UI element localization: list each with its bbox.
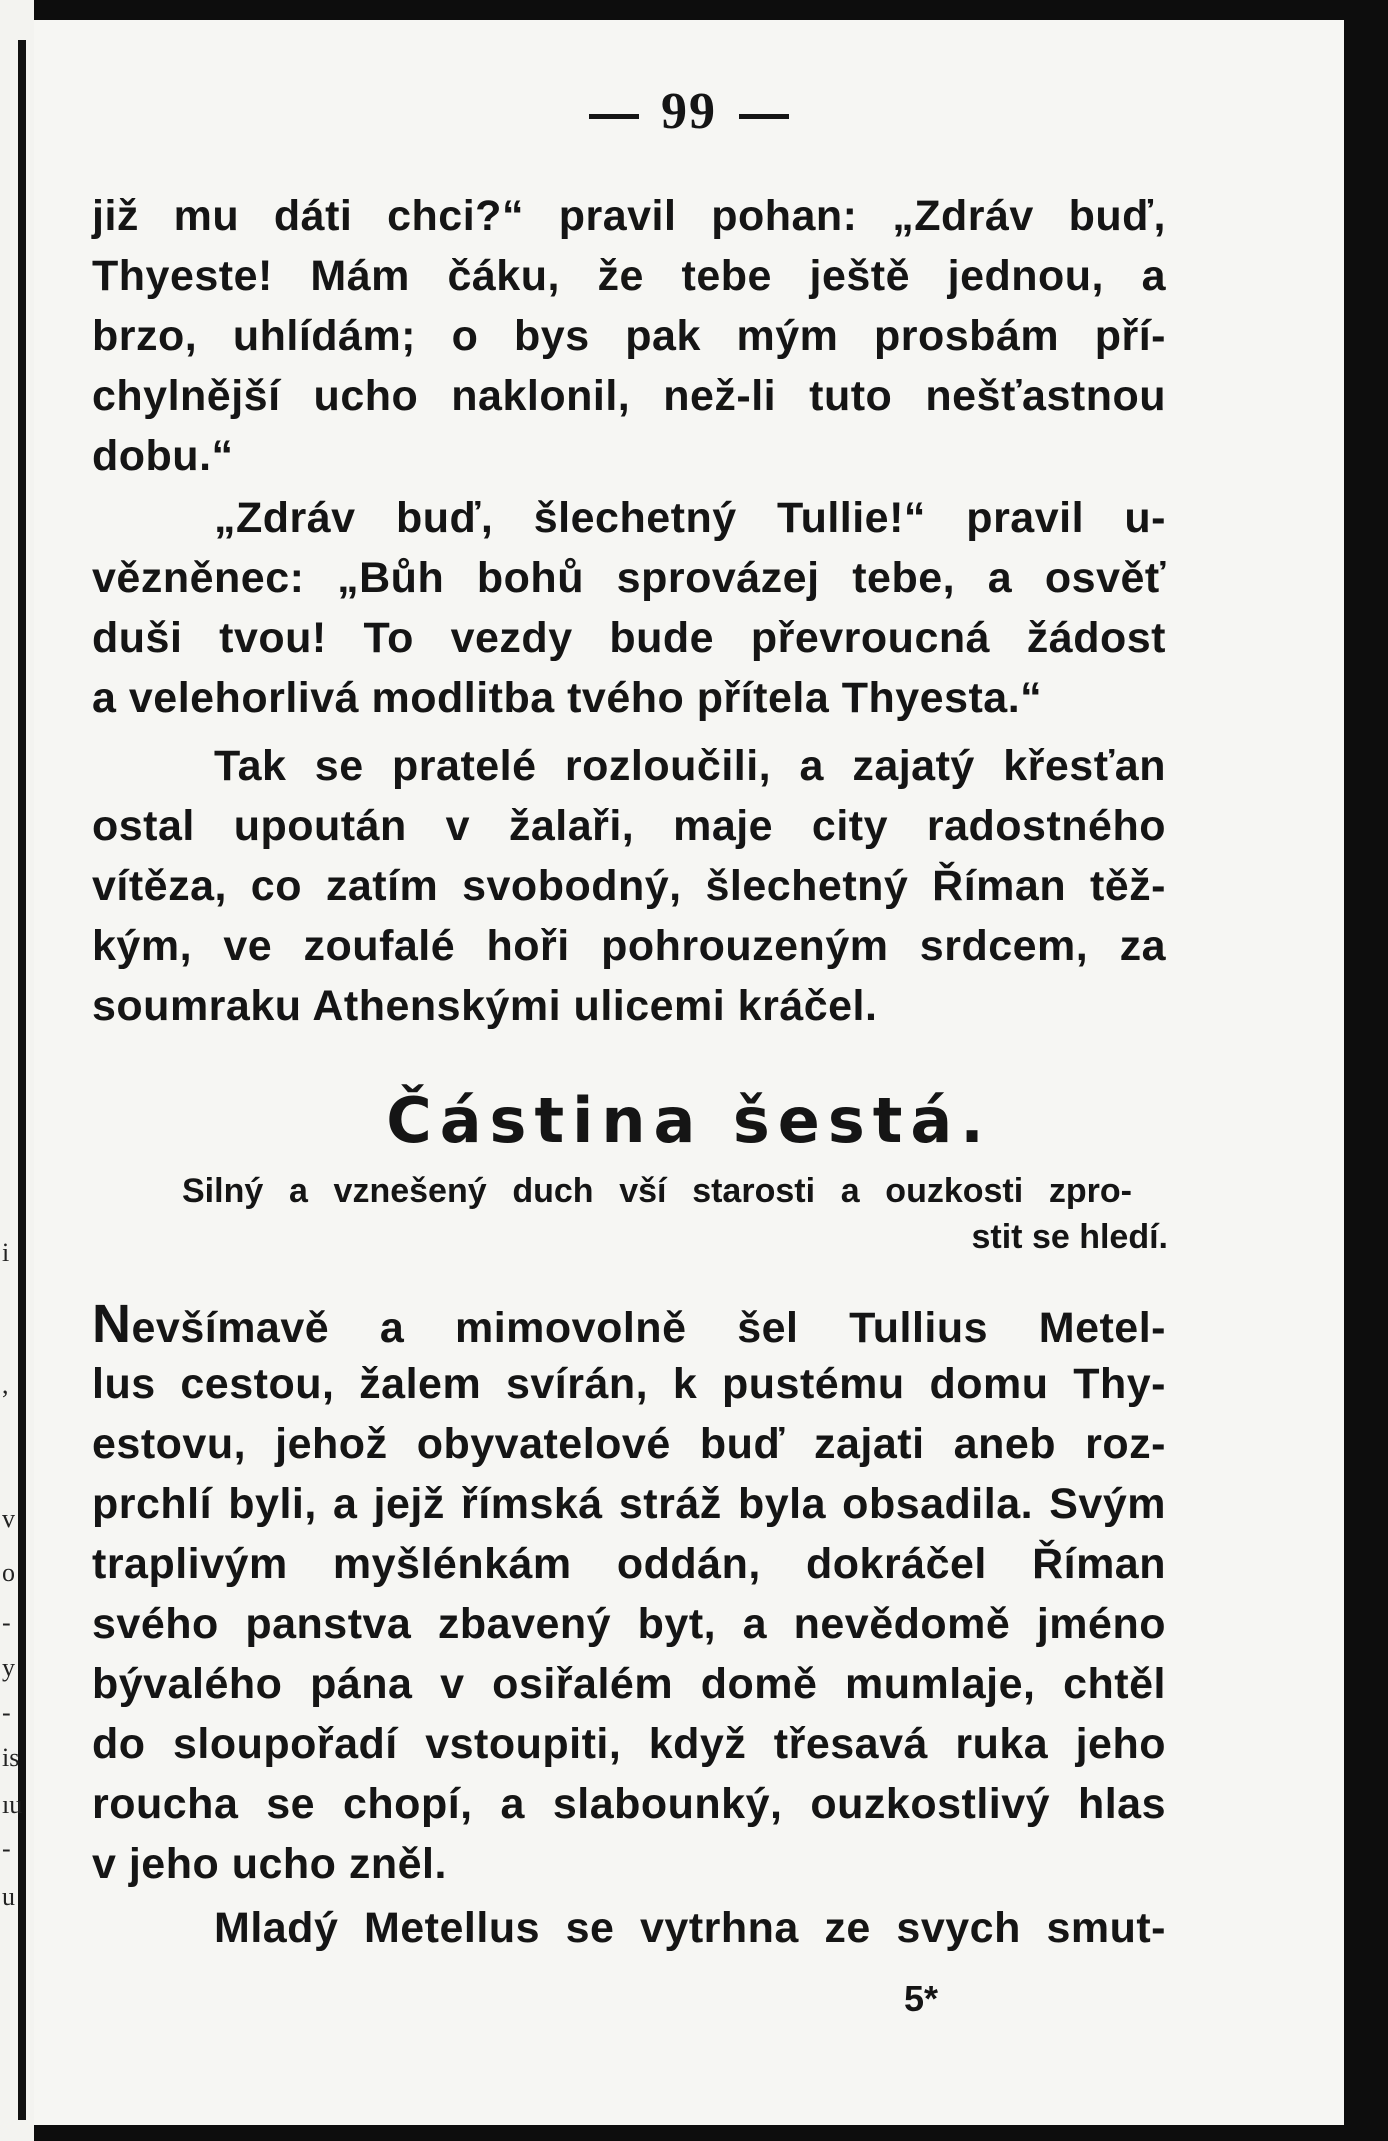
margin-fragment: - [2, 1834, 11, 1863]
margin-fragment: v [2, 1504, 15, 1533]
text-line: dobu.“ [92, 432, 234, 480]
margin-fragment: y [2, 1653, 15, 1682]
margin-fragment: u [2, 1882, 15, 1911]
text-line-with-initial: Nevšímavě a mimovolně šel Tullius Metel- [92, 1294, 1166, 1354]
text-line: roucha se chopí, a slabounký, ouzkostlivý hlas [92, 1780, 1166, 1828]
text-line: lus cestou, žalem svírán, k pustému domu Thy- [92, 1360, 1166, 1408]
text-line: brzo, uhlídám; o bys pak mým prosbám pří- [92, 312, 1166, 360]
signature-mark: 5* [904, 1978, 939, 2019]
text-line: vězněnec: „Bůh bohů sprovázej tebe, a osvěť [92, 554, 1166, 602]
text-line: svého panstva zbavený byt, a nevědomě jméno [92, 1600, 1166, 1648]
chapter-heading: Částina šestá. [386, 1084, 992, 1157]
text-line: duši tvou! To vezdy bude převroucná žádost [92, 614, 1166, 662]
adjacent-page-edge [0, 0, 34, 2141]
text-line: ostal upoután v žalaři, maje city radostného [92, 802, 1166, 850]
initial-letter: N [92, 1294, 132, 1354]
text-line: „Zdráv buď, šlechetný Tullie!“ pravil u- [214, 494, 1166, 542]
text-line: v jeho ucho zněl. [92, 1840, 447, 1888]
margin-fragment: is [2, 1743, 20, 1772]
folio-dash-left [589, 114, 639, 119]
page-number: 99 [34, 82, 1344, 141]
chapter-summary-line: Silný a vznešený duch vší starosti a ouzkosti zpro- [182, 1172, 1132, 1210]
text-line: do sloupořadí vstoupiti, když třesavá ruka jeho [92, 1720, 1166, 1768]
margin-fragment: o [2, 1558, 15, 1587]
text-line: Tak se pratelé rozloučili, a zajatý křesťan [214, 742, 1166, 790]
text-line: vítěza, co zatím svobodný, šlechetný Říman těž- [92, 862, 1166, 910]
text-line: soumraku Athenskými ulicemi kráčel. [92, 982, 878, 1030]
margin-fragment: - [2, 1698, 11, 1727]
folio-dash-right [739, 114, 789, 119]
text-line: estovu, jehož obyvatelové buď zajati aneb roz- [92, 1420, 1166, 1468]
text-line: traplivým myšlénkám oddán, dokráčel Říman [92, 1540, 1166, 1588]
text-line: a velehorlivá modlitba tvého přítela Thyesta.“ [92, 674, 1043, 722]
text-line: kým, ve zoufalé hoři pohrouzeným srdcem, za [92, 922, 1166, 970]
text-line: bývalého pána v osiřalém domě mumlaje, chtěl [92, 1660, 1166, 1708]
text-line: prchlí byli, a jejž římská stráž byla obsadila. Svým [92, 1480, 1166, 1528]
text-line: již mu dáti chci?“ pravil pohan: „Zdráv buď, [92, 192, 1166, 240]
text-line: Thyeste! Mám čáku, že tebe ještě jednou, a [92, 252, 1166, 300]
margin-fragment: ıu [2, 1790, 23, 1819]
margin-fragment: - [2, 1608, 11, 1637]
chapter-summary-line: stit se hledí. [971, 1218, 1168, 1256]
book-page [34, 20, 1344, 2125]
text-line: chylnější ucho naklonil, než-li tuto nešťastnou [92, 372, 1166, 420]
text-line: Mladý Metellus se vytrhna ze svych smut- [214, 1904, 1166, 1952]
margin-fragment: , [2, 1370, 9, 1399]
margin-fragment: i [2, 1238, 10, 1267]
